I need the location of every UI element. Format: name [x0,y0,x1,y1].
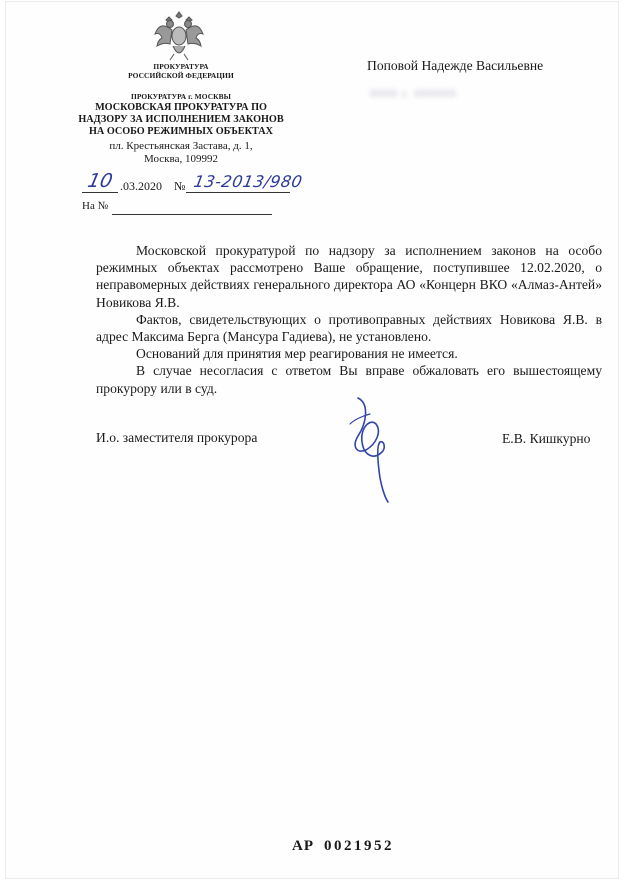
address-line-1: пл. Крестьянская Застава, д. 1, [109,140,253,152]
date-underline [82,192,118,193]
number-sign: № [174,179,186,193]
outgoing-date-number [82,170,312,196]
reply-to-line [112,214,272,215]
org-line-1: ПРОКУРАТУРА [153,62,209,71]
serial-series: АР [292,838,314,854]
reply-to-label: На № [82,200,109,212]
letter-body [96,242,602,397]
form-serial-number [292,838,394,855]
handwritten-day: 10 [85,170,115,192]
paragraph-3: Оснований для принятия мер реагирования не имеется. [136,346,458,362]
handwritten-signature-icon [336,394,412,504]
double-headed-eagle-emblem-icon [152,10,206,62]
paragraph-4: В случае несогласия с ответом Вы вправе обжаловать его вышестоящему прокурору или в суд. [96,363,602,396]
letter-page [6,2,618,878]
number-underline [186,192,290,193]
city-prosecutor: ПРОКУРАТУРА г. МОСКВЫ [131,92,231,101]
paragraph-1: Московской прокуратурой по надзору за исполнением законов на особо режимных объектах рассмотрено Ваше обращение, поступившее 12.02.2020, о неправомерных действиях генерального директора АО «Концерн ВКО «Алмаз-Антей» Новикова Я.В. [96,243,602,310]
org-line-2: РОССИЙСКОЙ ФЕДЕРАЦИИ [128,71,234,80]
address-line-2: Москва, 109992 [144,153,218,165]
dept-line-2: НАДЗОРУ ЗА ИСПОЛНЕНИЕМ ЗАКОНОВ [78,114,284,125]
department-name [68,102,294,138]
recipient-name: Поповой Надежде Васильевне [367,58,544,73]
signer-title: И.о. заместителя прокурора [96,430,258,445]
paragraph-2: Фактов, свидетельствующих о противоправных действиях Новикова Я.В. в адрес Максима Берга (Мансура Гадиева), не установлено. [96,311,602,345]
org-name [68,62,294,80]
dept-line-1: МОСКОВСКАЯ ПРОКУРАТУРА ПО [95,102,267,113]
dept-line-3: НА ОСОБО РЕЖИМНЫХ ОБЪЕКТАХ [88,126,273,137]
department-address [68,140,294,166]
signer-name: Е.В. Кишкурно [502,431,591,446]
recipient-address-redacted: 0000 г. 000000 [370,86,457,100]
printed-date: .03.2020 [120,179,162,193]
serial-number: 0021952 [324,838,394,854]
handwritten-outgoing-number: 13-2013/980 [192,172,304,191]
